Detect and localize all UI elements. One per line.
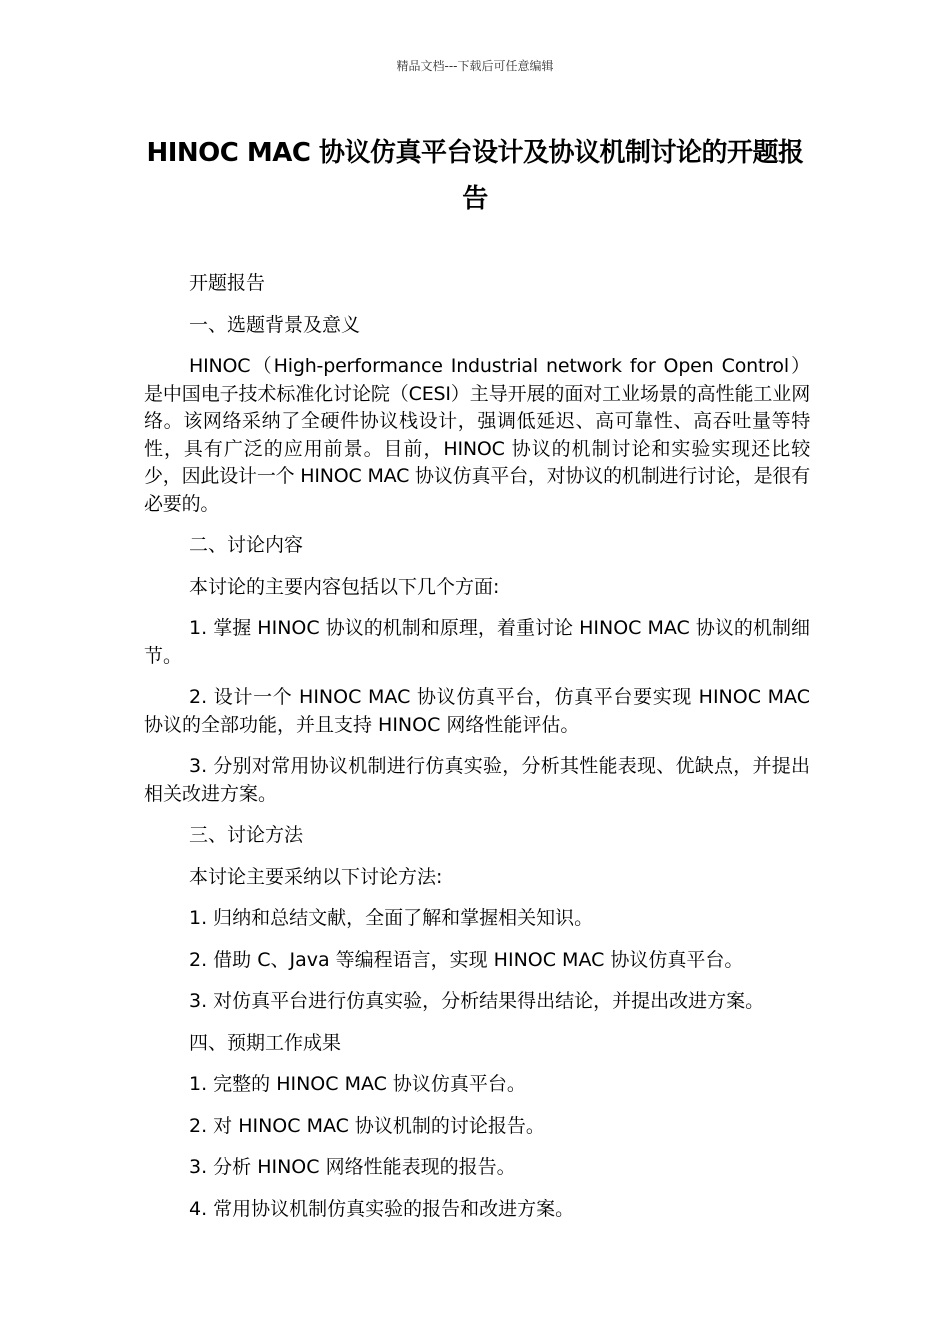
content-item-1: 1. 掌握 HINOC 协议的机制和原理，着重讨论 HINOC MAC 协议的机制细节。 bbox=[144, 617, 810, 667]
paragraph-method-intro: 本讨论主要采纳以下讨论方法: bbox=[189, 865, 443, 888]
method-item-1: 1. 归纳和总结文献，全面了解和掌握相关知识。 bbox=[189, 907, 594, 929]
method-item-2: 2. 借助 C、Java 等编程语言，实现 HINOC MAC 协议仿真平台。 bbox=[189, 948, 744, 971]
result-item-4: 4. 常用协议机制仿真实验的报告和改进方案。 bbox=[189, 1197, 575, 1220]
section-label-report: 开题报告 bbox=[189, 272, 266, 294]
result-item-3: 3. 分析 HINOC 网络性能表现的报告。 bbox=[189, 1156, 516, 1178]
heading-research-method: 三、讨论方法 bbox=[189, 824, 304, 846]
result-item-1: 1. 完整的 HINOC MAC 协议仿真平台。 bbox=[189, 1073, 526, 1095]
method-item-3: 3. 对仿真平台进行仿真实验，分析结果得出结论，并提出改进方案。 bbox=[189, 990, 765, 1012]
heading-expected-results: 四、预期工作成果 bbox=[189, 1031, 342, 1054]
heading-background: 一、选题背景及意义 bbox=[189, 313, 361, 336]
content-item-3: 3. 分别对常用协议机制进行仿真实验，分析其性能表现、优缺点，并提出相关改进方案。 bbox=[144, 755, 810, 805]
paragraph-content-intro: 本讨论的主要内容包括以下几个方面: bbox=[189, 575, 500, 598]
content-item-2: 2. 设计一个 HINOC MAC 协议仿真平台，仿真平台要实现 HINOC MAC 协议的全部功能，并且支持 HINOC 网络性能评估。 bbox=[144, 686, 810, 736]
document-body bbox=[144, 270, 810, 1237]
document-title: HINOC MAC 协议仿真平台设计及协议机制讨论的开题报告 bbox=[146, 138, 804, 214]
paragraph-background: HINOC（High-performance Industrial network for Open Control）是中国电子技术标准化讨论院（CESI）主导开展的面对工业场景的高性能工业网络。该网络采纳了全硬件协议栈设计，强调低延迟、高可靠性、高吞吐量等特性，具有广泛的应用前景。目前，HINOC 协议的机制讨论和实验实现还比较少，因此设计一个 HINOC MAC 协议仿真平台，对协议的机制进行讨论，是很有必要的。 bbox=[144, 355, 810, 515]
heading-research-content: 二、讨论内容 bbox=[189, 534, 304, 556]
page-header-note: 精品文档---下载后可任意编辑 bbox=[396, 59, 554, 73]
result-item-2: 2. 对 HINOC MAC 协议机制的讨论报告。 bbox=[189, 1114, 545, 1137]
